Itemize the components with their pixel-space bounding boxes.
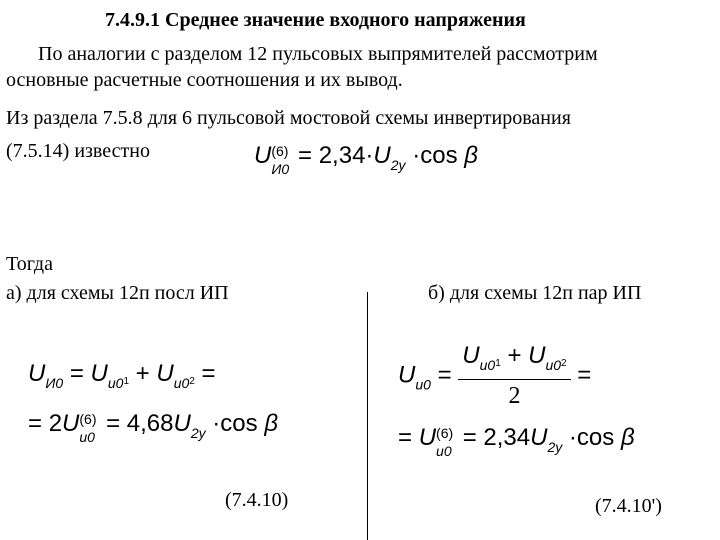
- formula-a-line-2: = 2U (6) u0 = $4,68U_{2y} \cdot\cos$ β: [28, 410, 279, 445]
- formula-b-line-2: = U (6) u0 = $2,34U_{2y} \cdot\cos$ β: [398, 424, 635, 459]
- formula-b-line-1: $U_{u0}$ = $\frac{U_{u0}1 + U_{u0}2}{2}$ =: [398, 342, 592, 409]
- equation-number-a: (7.4.10): [225, 489, 289, 511]
- equation-reference: (7.5.14): [6, 140, 70, 162]
- fraction: $\frac{U_{u0}1 + U_{u0}2}{2}$: [458, 342, 570, 410]
- paragraph-2-line-1: Из раздела 7.5.8 для 6 пульсовой мостовой схемы инвертирования: [6, 107, 571, 129]
- section-heading: 7.4.9.1 Среднее значение входного напряжения: [105, 9, 526, 31]
- paragraph-1-line-2: основные расчетные соотношения и их вывод.: [6, 69, 403, 91]
- paragraph-1-line-1: По аналогии с разделом 12 пульсовых выпрямителей рассмотрим: [38, 43, 598, 65]
- then-label: Тогда: [6, 253, 53, 275]
- known-label: известно: [74, 140, 150, 162]
- paragraph-2-ref: [6, 139, 150, 163]
- formula-a-line-1: $U_{И0} = U_{u0}1 + U_{u0}2$ =: [28, 360, 216, 391]
- column-b-label: б) для схемы 12п пар ИП: [428, 282, 642, 304]
- equation-number-b: (7.4.10'): [595, 495, 662, 517]
- column-a-label: а) для схемы 12п посл ИП: [6, 282, 229, 304]
- formula-six-pulse: U (6) И0 = $2,34\cdot U_{2y} \cdot\cos$ β: [254, 142, 478, 177]
- column-divider: [367, 292, 368, 540]
